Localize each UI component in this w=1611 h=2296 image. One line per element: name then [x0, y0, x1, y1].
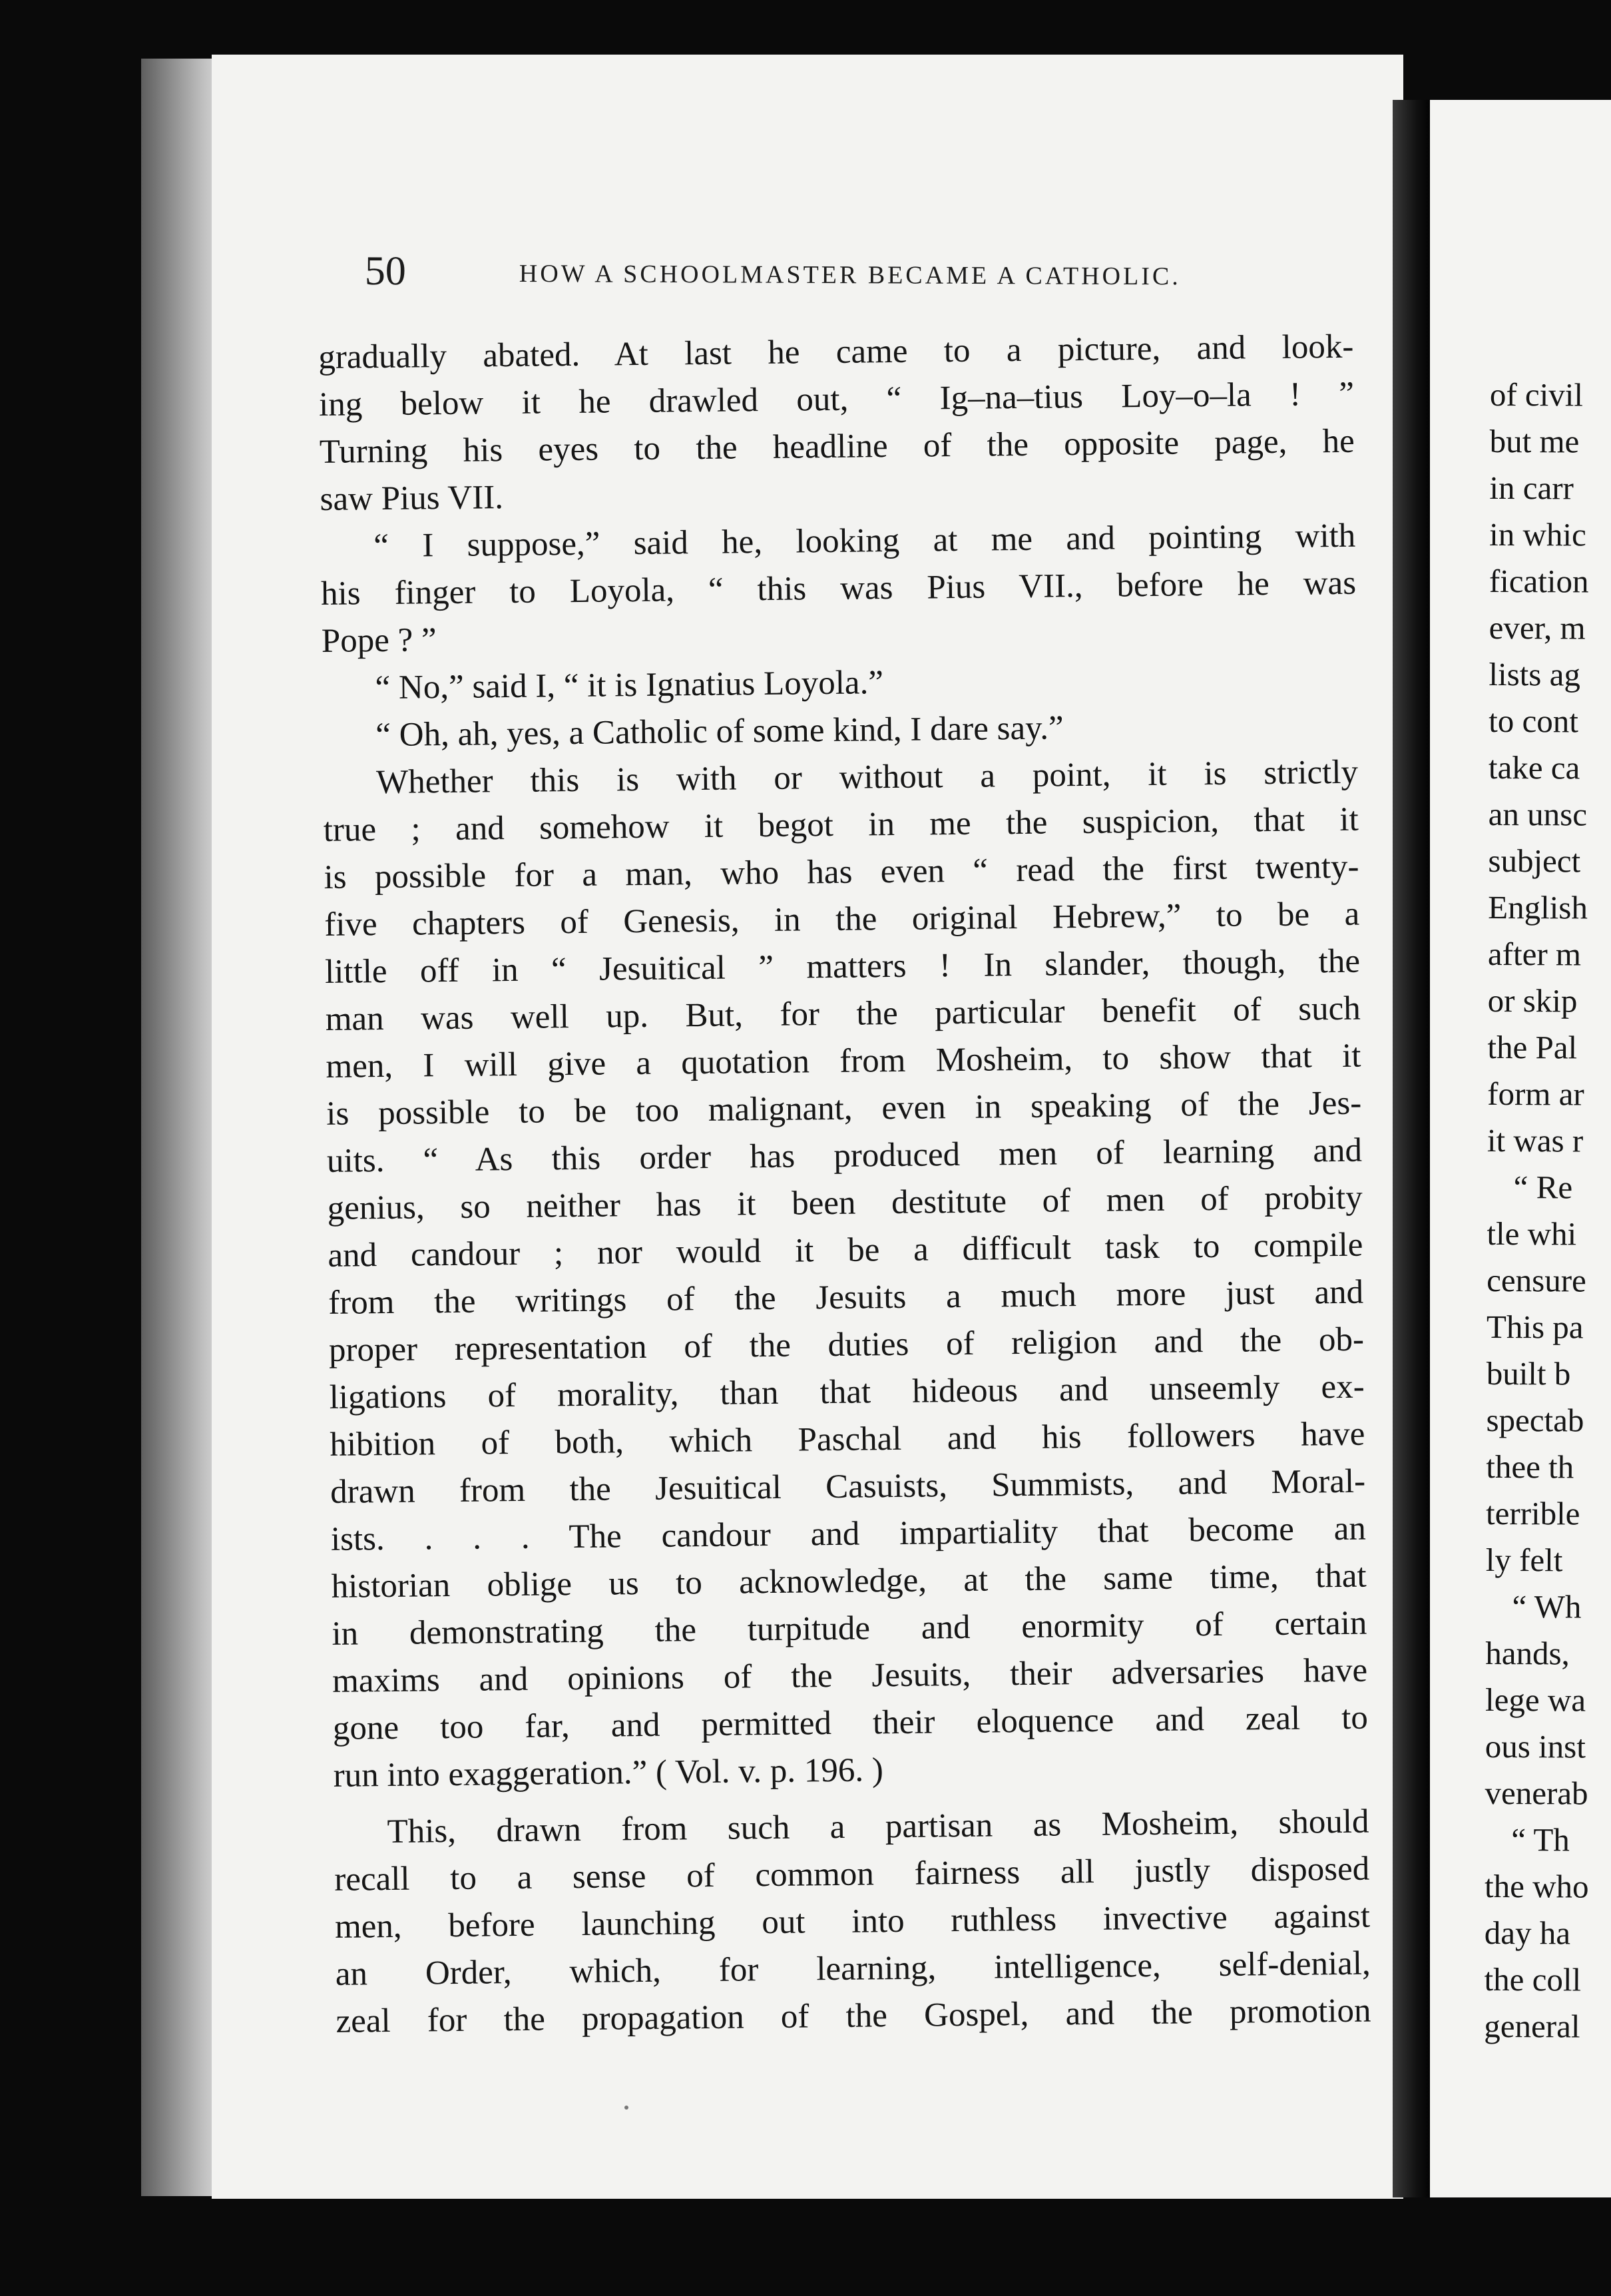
- facing-text-line: lege wa: [1485, 1681, 1586, 1719]
- text-line: uits. “ As this order has produced men of learning and: [326, 1131, 1363, 1180]
- left-page: [212, 55, 1403, 2199]
- text-line: men, I will give a quotation from Mosheim, to show that it: [326, 1037, 1361, 1085]
- text-line: hibition of both, which Paschal and his followers have: [330, 1415, 1365, 1464]
- text-line: man was well up. But, for the particular benefit of such: [325, 990, 1361, 1038]
- facing-text-line: “ Re: [1513, 1169, 1573, 1206]
- facing-text-line: after m: [1487, 935, 1582, 973]
- facing-text-line: day ha: [1484, 1914, 1571, 1952]
- text-line: gradually abated. At last he came to a picture, and look-: [318, 328, 1354, 376]
- facing-page: [1430, 100, 1611, 2197]
- text-line: recall to a sense of common fairness all justly disposed: [334, 1850, 1370, 1898]
- text-line: his finger to Loyola, “ this was Pius VII., before he was: [320, 564, 1357, 613]
- text-line: is possible for a man, who has even “ read the first twenty-: [324, 848, 1359, 896]
- text-line: “ No,” said I, “ it is Ignatius Loyola.”: [375, 664, 884, 707]
- facing-text-line: general: [1484, 2007, 1580, 2045]
- facing-text-line: or skip: [1487, 982, 1578, 1019]
- facing-text-line: in whic: [1489, 515, 1586, 553]
- facing-text-line: take ca: [1488, 748, 1580, 786]
- facing-text-line: terrible: [1485, 1494, 1580, 1532]
- text-line: Pope ? ”: [321, 621, 437, 660]
- text-line: genius, so neither has it been destitute of men of probity: [327, 1179, 1363, 1227]
- facing-text-line: the who: [1484, 1867, 1589, 1905]
- text-line: ligations of morality, than that hideous and unseemly ex-: [329, 1368, 1365, 1416]
- text-line: and candour ; nor would it be a difficult task to compile: [328, 1226, 1363, 1275]
- facing-text-line: fication: [1489, 562, 1589, 600]
- facing-text-line: form ar: [1487, 1075, 1584, 1113]
- facing-page-text: [1484, 372, 1611, 2050]
- facing-text-line: ly felt: [1485, 1541, 1563, 1579]
- paper-speck: [624, 2106, 628, 2110]
- text-line: drawn from the Jesuitical Casuists, Summists, and Moral-: [330, 1462, 1366, 1511]
- page-number: 50: [364, 248, 406, 294]
- text-line: ing below it he drawled out, “ Ig–na–tius Loy–o–la ! ”: [318, 375, 1355, 424]
- text-line: in demonstrating the turpitude and enormity of certain: [332, 1604, 1367, 1653]
- body-text: [318, 324, 1371, 2046]
- facing-text-line: “ Th: [1511, 1821, 1570, 1859]
- text-line: gone too far, and permitted their eloquence and zeal to: [332, 1699, 1369, 1747]
- text-line: zeal for the propagation of the Gospel, and the promotion: [336, 1992, 1371, 2040]
- text-line: maxims and opinions of the Jesuits, their adversaries have: [332, 1651, 1368, 1700]
- facing-text-line: subject: [1488, 842, 1581, 880]
- text-line: men, before launching out into ruthless invective against: [334, 1897, 1371, 1946]
- facing-text-line: in carr: [1489, 469, 1574, 507]
- text-line: historian oblige us to acknowledge, at the same time, that: [331, 1557, 1367, 1605]
- facing-text-line: “ Wh: [1512, 1588, 1582, 1625]
- facing-text-line: of civil: [1489, 376, 1584, 414]
- facing-text-line: to cont: [1489, 702, 1578, 740]
- text-line: Whether this is with or without a point, it is strictly: [375, 753, 1359, 802]
- text-line: proper representation of the duties of religion and the ob-: [328, 1320, 1365, 1369]
- running-head: [365, 248, 1403, 319]
- facing-text-line: tle whi: [1487, 1215, 1577, 1253]
- text-line: saw Pius VII.: [320, 479, 504, 518]
- gutter-shadow: [1393, 100, 1433, 2197]
- text-line: ists. . . . The candour and impartiality that become an: [330, 1510, 1367, 1558]
- facing-text-line: built b: [1486, 1354, 1571, 1392]
- facing-text-line: lists ag: [1489, 655, 1580, 693]
- page-block-edge: [141, 59, 221, 2196]
- text-line: “ Oh, ah, yes, a Catholic of some kind, I dare say.”: [375, 709, 1064, 754]
- facing-text-line: ous inst: [1485, 1727, 1586, 1765]
- facing-text-line: English: [1488, 888, 1588, 926]
- text-line: little off in “ Jesuitical ” matters ! In slander, though, the: [324, 942, 1361, 991]
- facing-text-line: but me: [1489, 422, 1580, 460]
- text-line: Turning his eyes to the headline of the opposite page, he: [319, 422, 1355, 471]
- text-line: from the writings of the Jesuits a much more just and: [328, 1273, 1364, 1322]
- text-line: This, drawn from such a partisan as Mosheim, should: [387, 1803, 1369, 1851]
- facing-text-line: hands,: [1485, 1634, 1570, 1672]
- facing-text-line: ever, m: [1489, 609, 1586, 647]
- facing-text-line: This pa: [1486, 1308, 1584, 1346]
- facing-text-line: an unsc: [1488, 795, 1588, 833]
- facing-text-line: the coll: [1484, 1960, 1582, 1998]
- facing-text-line: the Pal: [1487, 1028, 1578, 1066]
- facing-text-line: censure: [1487, 1261, 1586, 1299]
- facing-text-line: venerab: [1485, 1774, 1588, 1812]
- facing-text-line: it was r: [1487, 1121, 1584, 1159]
- text-line: “ I suppose,” said he, looking at me and pointing with: [373, 517, 1356, 565]
- text-line: an Order, which, for learning, intelligence, self-denial,: [335, 1944, 1371, 1993]
- text-line: five chapters of Genesis, in the original Hebrew,” to be a: [324, 895, 1360, 944]
- text-line: true ; and somehow it begot in me the suspicion, that it: [323, 800, 1359, 849]
- text-line: run into exaggeration.” ( Vol. v. p. 196. ): [333, 1751, 884, 1795]
- facing-text-line: thee th: [1486, 1448, 1574, 1486]
- running-title: HOW A SCHOOLMASTER BECAME A CATHOLIC.: [519, 260, 1181, 291]
- text-line: is possible to be too malignant, even in speaking of the Jes-: [326, 1084, 1362, 1133]
- facing-text-line: spectab: [1486, 1401, 1584, 1439]
